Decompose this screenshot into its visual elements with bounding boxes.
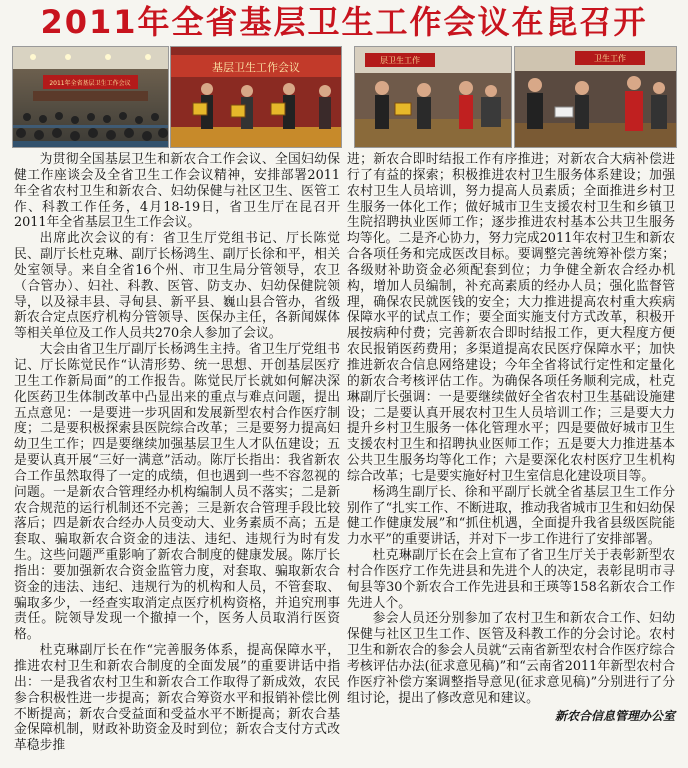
conference-hall-photo xyxy=(12,46,169,148)
paragraph-attendees: 出席此次会议的有：省卫生厅党组书记、厅长陈觉民、副厅长杜克琳、副厅长杨鸿生、副厅长徐和平，相关处室领导。来自全省16个州、市卫生局分管领导，农卫（合管办）、妇社、科教、医管、防支办、妇幼保健院领导，以及禄丰县、寻甸县、新平县、巍山县合管办，省级新农合定点医疗机构分管领导、医保办主任，各新闻媒体等相关单位及工作人员共270余人参加了会议。 xyxy=(14,231,340,342)
headline: 2011年全省基层卫生工作会议在昆召开 xyxy=(40,3,648,41)
author-signature: 新农合信息管理办公室 xyxy=(554,708,675,723)
paragraph-yang-xu-speech: 杨鸿生副厅长、徐和平副厅长就全省基层卫生工作分别作了“扎实工作、不断进取，推动我省城市卫生和妇幼保健工作健康发展”和“抓住机遇，全面提升我省县级医院能力水平”的重要讲话，并对下一步工作进行了安排部署。 xyxy=(347,484,675,548)
photo-banner-4: 卫生工作 xyxy=(594,54,626,63)
award-ceremony-photo-3 xyxy=(514,46,677,148)
paragraph-chen-report: 大会由省卫生厅副厅长杨鸿生主持。省卫生厅党组书记、厅长陈觉民作“认清形势、统一思想、开创基层医疗卫生工作新局面”的工作报告。陈觉民厅长就如何解决深化医药卫生体制改革中凸显出来的重点与难点问题，提出五点意见：一是要进一步巩固和发展新型农村合作医疗制度；二是要积极探索县医院综合改革；三是要努力提高妇幼卫生工作；四是要继续加强基层卫生人才队伍建设；五是要认真开展“三好一满意”活动。陈厅长指出：我省新农合工作虽然取得了一定的成绩，但也遇到一些不容忽视的问题。一是新农合管理经办机构编制人员不落实；二是新农合规范的运行机制还不完善；三是新农合管理手段比较落后；四是新农合经办人员变动大、业务素质不高；五是套取、骗取新农合资金的违法、违纪、违规行为时有发生。这些问题严重影响了新农合制度的健康发展。陈厅长指出：要加强新农合资金监管力度，对套取、骗取新农合资金的违法、违纪、违规行为的机构和人员，不管套取、骗取多少，一经查实取消定点医疗机构资格，并追究刑事责任。院领导发现一个撤掉一个，医务人员取消行医资格。 xyxy=(14,342,340,643)
paragraph-group-discussion: 参会人员还分别参加了农村卫生和新农合工作、妇幼保健与社区卫生工作、医管及科教工作的分会讨论。农村卫生和新农合的参会人员就“云南省新型农村合作医疗综合考核评估办法(征求意见稿)”和“云南省2011年新型农村合作医疗补偿方案调整指导意见(征求意见稿)”分别进行了分组讨论，提出了修改意见和建议。 xyxy=(347,611,675,706)
article-column-right xyxy=(347,152,675,724)
award-ceremony-photo-2 xyxy=(354,46,512,148)
paragraph-du-speech: 杜克琳副厅长在作“完善服务体系，提高保障水平，推进农村卫生和新农合制度的全面发展”的重要讲话中指出：一是我省农村卫生和新农合工作取得了新成效，农民参合积极性进一步提高；新农合筹资水平和报销补偿比例不断提高；新农合受益面和受益水平不断提高；新农合基金保障机制，财政补助资金及时到位；新农合支付方式改革稳步推 xyxy=(14,643,340,754)
photo-banner-2: 基层卫生工作会议 xyxy=(212,61,300,74)
photo-banner-1: 2011年全省基层卫生工作会议 xyxy=(49,80,131,87)
award-ceremony-photo-1 xyxy=(170,46,342,148)
article-column-left xyxy=(14,152,340,754)
photo-banner-3: 层卫生工作 xyxy=(380,56,420,65)
paragraph-intro: 为贯彻全国基层卫生和新农合工作会议、全国妇幼保健工作座谈会及全省卫生工作会议精神，安排部署2011年全省农村卫生和新农合、妇幼保健与社区卫生、医管工作、科教工作任务，4月18-19日，省卫生厅在昆召开2011年全省基层卫生工作会议。 xyxy=(14,152,340,231)
paragraph-du-speech-continued: 进；新农合即时结报工作有序推进；对新农合大病补偿进行了有益的探索；积极推进农村卫生服务体系建设；加强农村卫生人员培训，努力提高人员素质；全面推进乡村卫生服务一体化工作；做好城市卫生支援农村卫生和乡镇卫生院招聘执业医师工作；逐步推进农村基本公共卫生服务均等化。二是齐心协力，努力完成2011年农村卫生和新农合各项任务和完成医改目标。要调整完善统筹补偿方案；各级财补助资金必须配套到位；力争健全新农合经办机构，增加人员编制，补充高素质的经办人员；强化监督管理，确保农民就医钱的安全；大力推进提高农村重大疾病保障水平的试点工作；要全面实施支付方式改革，积极开展按病种付费；完善新农合即时结报工作，更大程度方便农民报销医药费用；多渠道提高农民医疗保障水平；加快推进新农合信息网络建设；今年全省将试行定性和定量化的新农合考核评估工作。为确保各项任务顺利完成，杜克琳副厅长强调：一是要继续做好全省农村卫生基础设施建设；二是要认真开展农村卫生人员培训工作；三是要大力提升乡村卫生服务一体化管理水平；四是要做好城市卫生支援农村卫生和招聘执业医师工作；五是要大力推进基本公共卫生服务均等化工作；六是要深化农村医疗卫生机构综合改革；七是要实施好村卫生室信息化建设项目等。 xyxy=(347,152,675,484)
paragraph-commendation: 杜克琳副厅长在会上宣布了省卫生厅关于表彰新型农村合作医疗工作先进县和先进个人的决定，表彰昆明市寻甸县等30个新农合工作先进县和王瑛等158名新农合工作先进人个。 xyxy=(347,548,675,611)
